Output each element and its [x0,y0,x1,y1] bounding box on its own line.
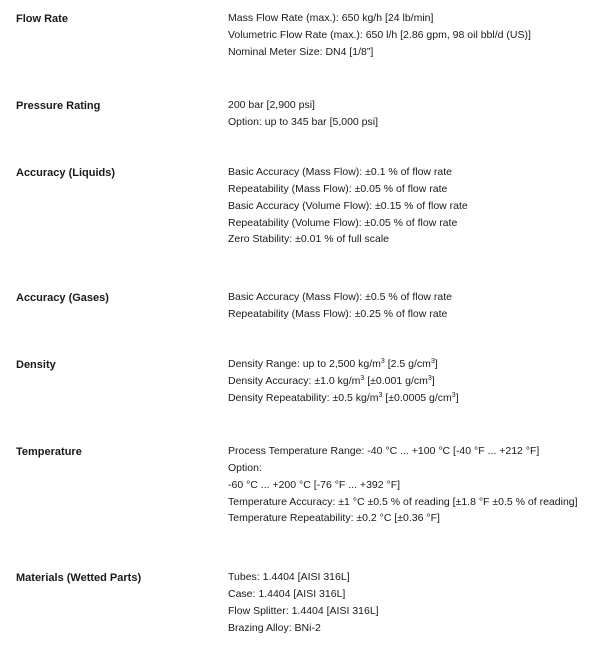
spec-label: Temperature [16,446,82,458]
spec-value-line: Nominal Meter Size: DN4 [1/8”] [228,45,374,58]
spec-value-line: Brazing Alloy: BNi-2 [228,621,321,634]
spec-value-line: Repeatability (Mass Flow): ±0.25 % of flow rate [228,308,448,320]
spec-value-line: Basic Accuracy (Mass Flow): ±0.5 % of flow rate [228,291,452,304]
spec-value-line: Density Repeatability: ±0.5 $kg/m^3$ [±0.0005 $g/cm^3$] [228,391,459,404]
spec-values [228,358,607,408]
spec-value-line: Volumetric Flow Rate (max.): 650 l/h [2.86 gpm, 98 oil bbl/d (US)] [228,29,531,41]
spec-value-line: Density Range: up to 2,500 $kg/m^3$ [2.5 $g/cm^3$] [228,358,438,371]
spec-value-line: Temperature Accuracy: ±1 °C ±0.5 % of reading [±1.8 °F ±0.5 % of reading] [228,495,578,508]
spec-values [228,12,607,62]
spec-value-line: Process Temperature Range: -40 °C ... +100 °C [-40 °F ... +212 °F] [228,445,540,458]
spec-value-line: Repeatability (Volume Flow): ±0.05 % of flow rate [228,216,458,229]
spec-label: Density [16,359,56,371]
spec-value-line: Repeatability (Mass Flow): ±0.05 % of flow rate [228,183,448,195]
spec-value-line: Basic Accuracy (Mass Flow): ±0.1 % of flow rate [228,166,452,179]
spec-values [228,571,607,638]
spec-label: Accuracy (Gases) [16,292,109,304]
spec-value-line: Option: up to 345 bar [5,000 psi] [228,116,379,128]
spec-label: Accuracy (Liquids) [16,167,116,179]
spec-value-line: Flow Splitter: 1.4404 [AISI 316L] [228,604,379,617]
spec-value-line: Option: [228,462,262,474]
spec-values [228,445,607,529]
spec-value-line: Temperature Repeatability: ±0.2 °C [±0.36 °F] [228,512,440,525]
spec-value-line: Basic Accuracy (Volume Flow): ±0.15 % of flow rate [228,199,468,212]
spec-values [228,291,607,325]
spec-value-line: Tubes: 1.4404 [AISI 316L] [228,571,350,584]
spec-label: Pressure Rating [16,100,101,112]
spec-value-line: Case: 1.4404 [AISI 316L] [228,588,346,600]
spec-value-line: Mass Flow Rate (max.): 650 kg/h [24 lb/min] [228,12,434,25]
spec-value-line: -60 °C ... +200 °C [-76 °F ... +392 °F] [228,478,401,491]
spec-values [228,99,607,133]
spec-value-line: Density Accuracy: ±1.0 $kg/m^3$ [±0.001 $g/cm^3$] [228,375,435,387]
spec-label: Flow Rate [16,13,68,25]
spec-label: Materials (Wetted Parts) [16,572,142,584]
spec-value-line: 200 bar [2,900 psi] [228,99,315,112]
spec-values [228,166,607,250]
spec-value-line: Zero Stability: ±0.01 % of full scale [228,233,390,246]
